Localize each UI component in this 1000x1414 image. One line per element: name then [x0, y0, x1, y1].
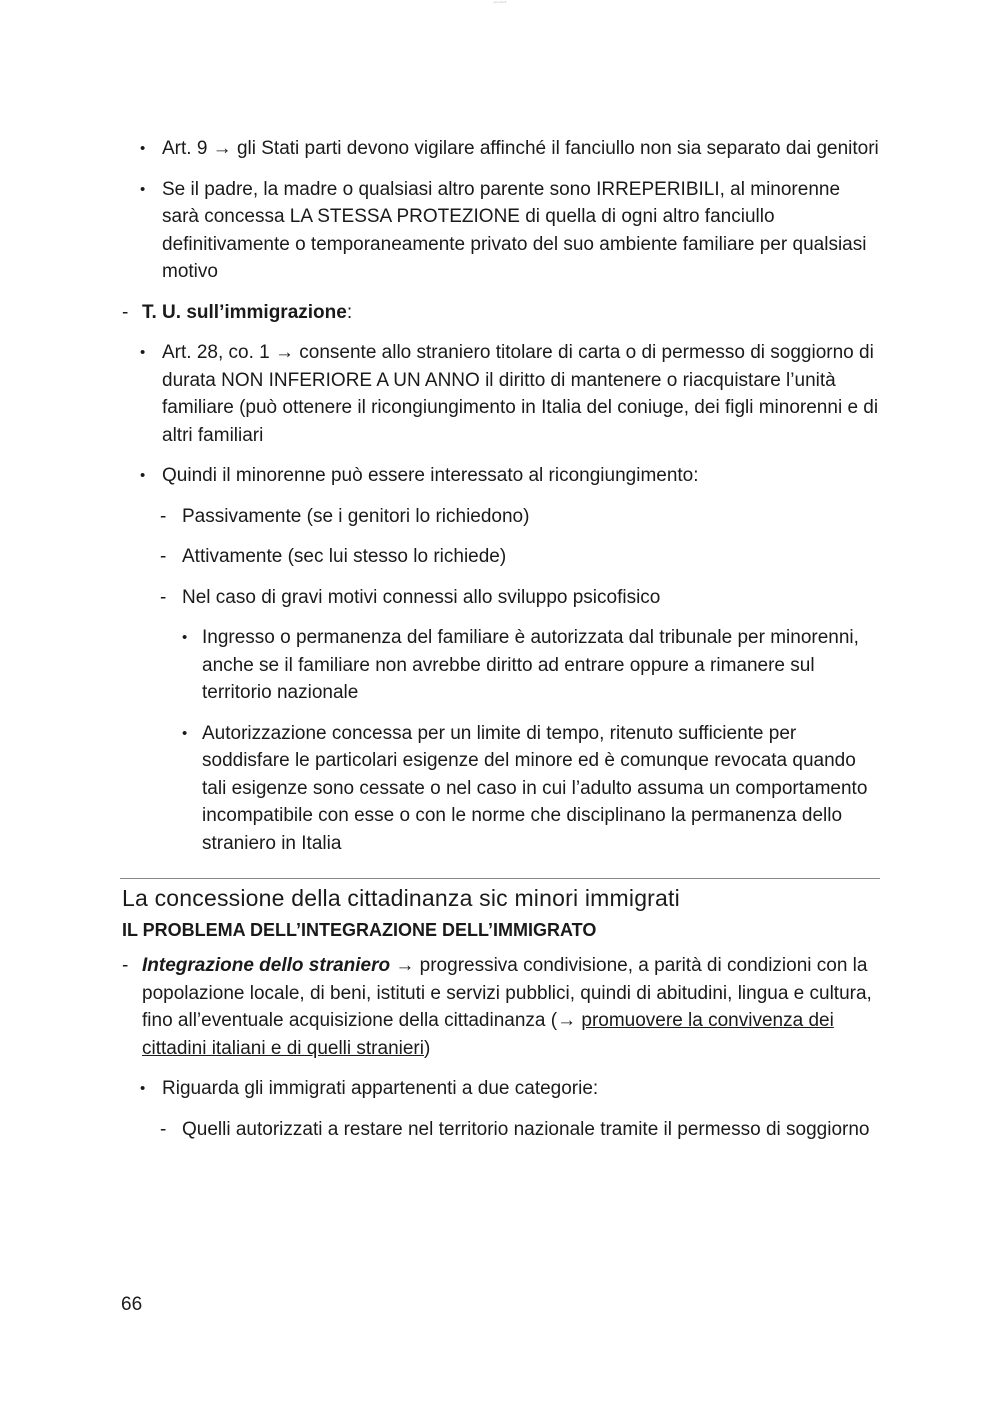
- list-item: [120, 1116, 880, 1144]
- bullet-marker: •: [182, 724, 188, 742]
- list-item: [120, 176, 880, 286]
- bullet-marker: •: [182, 629, 188, 646]
- list-item: [120, 299, 880, 327]
- bullet-marker: •: [140, 180, 146, 198]
- dash-marker: -: [122, 301, 129, 323]
- item-text-end: ): [423, 1037, 431, 1059]
- dash-marker: -: [122, 955, 129, 976]
- dash-marker: -: [160, 505, 167, 527]
- bullet-marker: •: [140, 467, 146, 484]
- item-text: :: [346, 301, 353, 323]
- list-item: [120, 952, 880, 1062]
- list-item: [120, 543, 880, 571]
- item-text: Quindi il minorenne può essere interessato al ricongiungimento:: [162, 465, 699, 486]
- section-subtitle: IL PROBLEMA DELL’INTEGRAZIONE DELL’IMMIGRATO: [122, 920, 597, 940]
- list-item: [120, 462, 880, 490]
- item-text: Passivamente (se i genitori lo richiedono): [182, 505, 530, 527]
- list-item: [120, 503, 880, 531]
- page-number: 66: [121, 1294, 143, 1315]
- item-text: Riguarda gli immigrati appartenenti a due categorie:: [162, 1078, 599, 1099]
- bullet-marker: •: [140, 140, 146, 157]
- item-text: Art. 28, co. 1 → consente allo straniero titolare di carta o di permesso di soggiorno di durata NON INFERIORE A UN ANNO il diritto di mantenere o riacquistare l’unità familiare (può ottenere il ricongiungimento in Italia del coniuge, dei figli minorenni e di altri familiari: [162, 342, 879, 446]
- item-text: Autorizzazione concessa per un limite di tempo, ritenuto sufficiente per soddisfare le particolari esigenze del minore ed è comunque revocata quando tali esigenze sono cessate o nel caso in cui l’adulto assuma un comportamento incompatibile con esse o con le norme che disciplinano la permanenza dello straniero in Italia: [202, 722, 868, 854]
- section-title: La concessione della cittadinanza sic minori immigrati: [122, 885, 680, 911]
- item-text: Se il padre, la madre o qualsiasi altro parente sono IRREPERIBILI, al minorenne sarà concessa LA STESSA PROTEZIONE di quella di ogni altro fanciullo definitivamente o temporaneamente privato del suo ambiente familiare per qualsiasi motivo: [162, 178, 867, 282]
- list-item: [120, 624, 880, 707]
- list-item: [120, 720, 880, 858]
- dash-marker: -: [160, 586, 167, 608]
- bullet-marker: •: [140, 1080, 146, 1097]
- section-divider: [120, 878, 880, 879]
- item-text: Attivamente (sec lui stesso lo richiede): [182, 546, 507, 567]
- dash-marker: -: [160, 1118, 167, 1140]
- item-text: Quelli autorizzati a restare nel territorio nazionale tramite il permesso di soggiorno: [182, 1118, 870, 1140]
- list-item: [120, 135, 880, 163]
- header-mark: text block: [493, 0, 507, 4]
- list-item: [120, 1075, 880, 1103]
- item-text: Ingresso o permanenza del familiare è autorizzata dal tribunale per minorenni, anche se il familiare non avrebbe diritto ad entrare oppure a rimanere sul territorio nazionale: [202, 627, 859, 703]
- item-text: → progressiva condivisione, a parità di condizioni con la popolazione locale, di beni, istituti e servizi pubblici, quindi di abitudini, lingua e cultura, fino all’eventuale acquisizione della cittadinanza (→: [142, 955, 872, 1031]
- item-text: Art. 9 → gli Stati parti devono vigilare affinché il fanciullo non sia separato dai genitori: [162, 138, 879, 159]
- dash-marker: -: [160, 546, 167, 567]
- list-item: [120, 339, 880, 449]
- list-item: [120, 584, 880, 612]
- bullet-marker: •: [140, 344, 146, 361]
- item-heading: T. U. sull’immigrazione: [142, 301, 347, 323]
- underlined-text: promuovere la convivenza dei cittadini italiani e di quelli stranieri: [142, 1010, 834, 1059]
- item-heading: Integrazione dello straniero: [142, 955, 391, 976]
- item-text: Nel caso di gravi motivi connessi allo sviluppo psicofisico: [182, 586, 661, 608]
- document-body: [120, 135, 880, 1156]
